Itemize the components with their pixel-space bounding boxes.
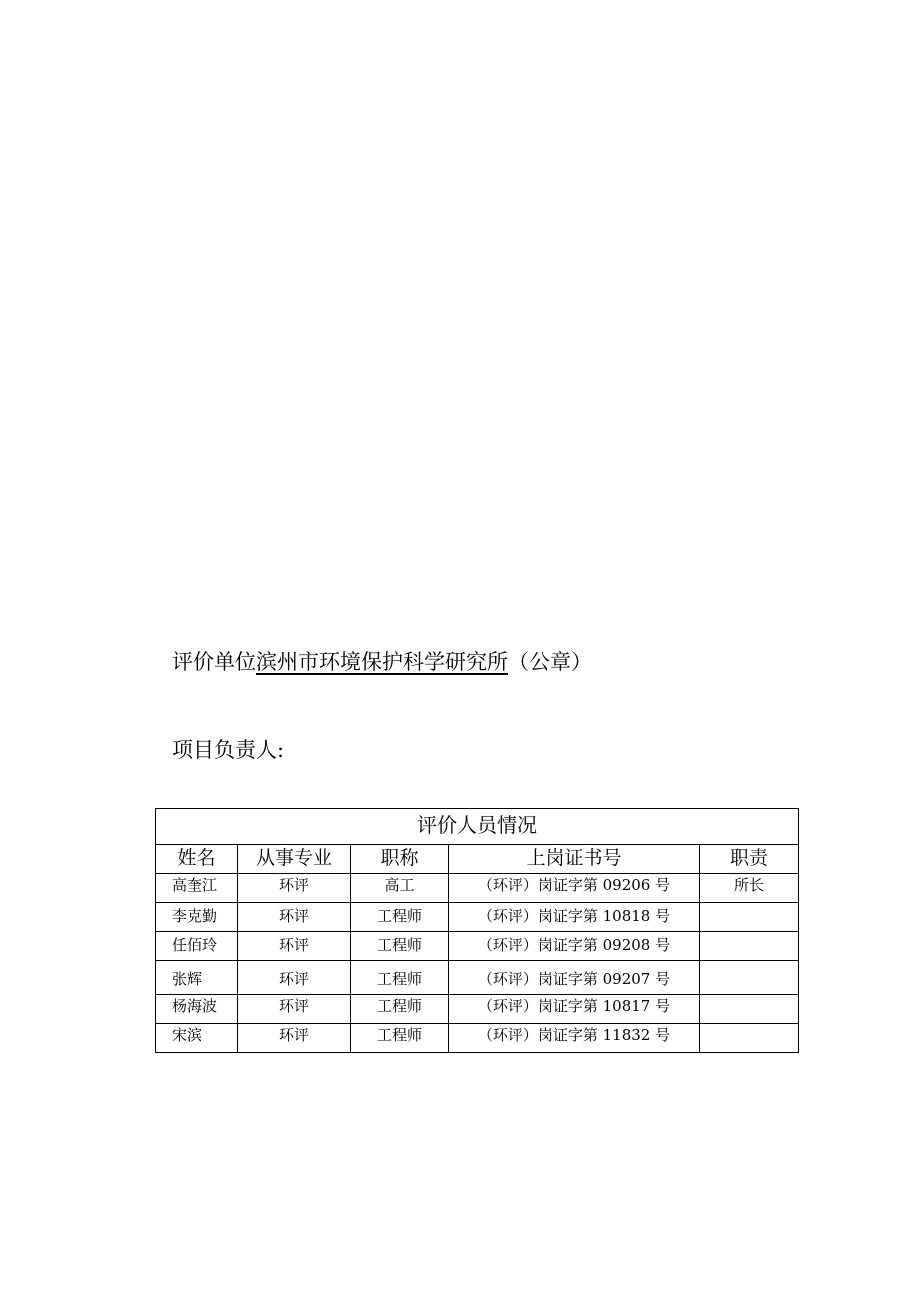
staff-certificate: （环评）岗证字第 10818 号 <box>449 903 700 932</box>
staff-duty <box>700 1024 799 1053</box>
table-row <box>156 874 799 903</box>
staff-certificate: （环评）岗证字第 09206 号 <box>449 874 700 903</box>
column-header-duty: 职责 <box>700 845 799 874</box>
evaluation-unit-line <box>172 647 592 677</box>
staff-certificate: （环评）岗证字第 10817 号 <box>449 995 700 1024</box>
official-seal-note: （公章） <box>508 650 592 674</box>
staff-title: 工程师 <box>351 995 449 1024</box>
staff-certificate: （环评）岗证字第 09208 号 <box>449 932 700 961</box>
table-row <box>156 903 799 932</box>
staff-major: 环评 <box>238 903 351 932</box>
staff-duty <box>700 932 799 961</box>
staff-major: 环评 <box>238 961 351 995</box>
staff-certificate: （环评）岗证字第 11832 号 <box>449 1024 700 1053</box>
staff-major: 环评 <box>238 995 351 1024</box>
staff-name: 杨海波 <box>156 995 238 1024</box>
staff-duty <box>700 995 799 1024</box>
staff-major: 环评 <box>238 874 351 903</box>
table-row <box>156 932 799 961</box>
table-caption: 评价人员情况 <box>156 809 799 845</box>
staff-name: 李克勤 <box>156 903 238 932</box>
project-leader-line: 项目负责人: <box>172 738 285 762</box>
staff-name: 高奎江 <box>156 874 238 903</box>
table-row <box>156 961 799 995</box>
staff-name: 宋滨 <box>156 1024 238 1053</box>
staff-title: 工程师 <box>351 961 449 995</box>
staff-name: 张辉 <box>156 961 238 995</box>
column-header-major: 从事专业 <box>238 845 351 874</box>
staff-duty <box>700 961 799 995</box>
staff-duty: 所长 <box>700 874 799 903</box>
column-header-title: 职称 <box>351 845 449 874</box>
evaluation-unit-name: 滨州市环境保护科学研究所 <box>256 650 508 674</box>
evaluation-unit-label: 评价单位 <box>172 650 256 674</box>
table-row <box>156 1024 799 1053</box>
column-header-certificate: 上岗证书号 <box>449 845 700 874</box>
table-row <box>156 995 799 1024</box>
evaluation-staff-table <box>155 808 799 1053</box>
staff-major: 环评 <box>238 932 351 961</box>
staff-title: 工程师 <box>351 932 449 961</box>
column-header-name: 姓名 <box>156 845 238 874</box>
staff-title: 工程师 <box>351 1024 449 1053</box>
staff-major: 环评 <box>238 1024 351 1053</box>
staff-title: 工程师 <box>351 903 449 932</box>
staff-duty <box>700 903 799 932</box>
staff-title: 高工 <box>351 874 449 903</box>
table-header-row <box>156 845 799 874</box>
staff-certificate: （环评）岗证字第 09207 号 <box>449 961 700 995</box>
staff-name: 任佰玲 <box>156 932 238 961</box>
